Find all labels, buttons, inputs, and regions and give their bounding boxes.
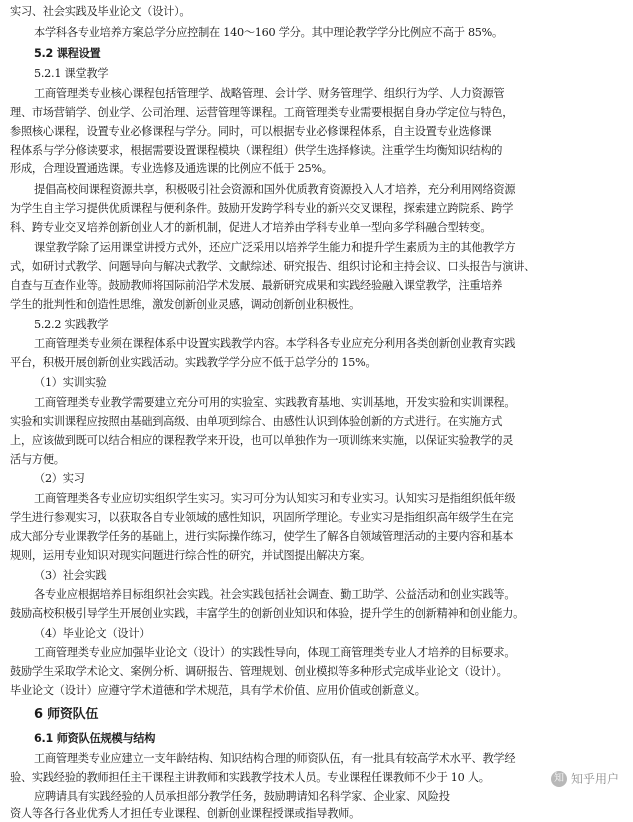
text-line: 自查与互查作业等。鼓励教师将国际前沿学术发展、最新研究成果和实践经验融入课堂教学，注重培养 [10,279,503,292]
item-heading: （2）实习 [34,472,85,485]
text-line: 活与方便。 [10,453,65,466]
text-line: 工商管理类专业教学需要建立充分可用的实验室、实践教育基地、实训基地，开发实验和实训课程。 [34,396,516,409]
text-line: 规则，运用专业知识对现实问题进行综合性的研究，并试图提出解决方案。 [10,549,371,562]
text-line: 参照核心课程，设置专业必修课程与学分。同时，可以根据专业必修课程体系，自主设置专业选修课 [10,125,492,138]
text-line: 式，如研讨式教学、问题导向与解决式教学、文献综述、研究报告、组织讨论和主持会议、口头报告与演讲、 [10,260,536,273]
watermark-text: 知乎用户 [570,772,619,786]
text-line: 工商管理类各专业应切实组织学生实习。实习可分为认知实习和专业实习。认知实习是指组织低年级 [34,492,516,505]
text-line: 验、实践经验的教师担任主干课程主讲教师和实践教学技术人员。专业课程任课教师不少于 10 人。 [10,771,490,784]
text-line: 工商管理类专业应建立一支年龄结构、知识结构合理的师资队伍，有一批具有较高学术水平、教学经 [34,752,516,765]
text-line: 毕业论文（设计）应遵守学术道德和学术规范，具有学术价值、应用价值或创新意义。 [10,684,426,697]
text-line: 各专业应根据培养目标组织社会实践。社会实践包括社会调查、勤工助学、公益活动和创业实践等。 [34,588,516,601]
text-line: 工商管理类专业应加强毕业论文（设计）的实践性导向，体现工商管理类专业人才培养的目标要求。 [34,646,516,659]
text-line: 科、跨专业交叉培养创新创业人才的新机制，促进人才培养由学科专业单一型向多学科融合型转变。 [10,221,492,234]
item-heading: （1）实训实验 [34,376,107,389]
text-line: 提倡高校间课程资源共享，积极吸引社会资源和国外优质教育资源投入人才培养，充分利用网络资源 [34,183,516,196]
section-heading: 5.2 课程设置 [34,47,101,60]
subsection-heading: 5.2.1 课堂教学 [34,67,109,80]
text-line: 上，应该做到既可以结合相应的课程教学来开设，也可以单独作为一项训练来实施，以保证实验教学的灵 [10,434,514,447]
text-line: 应聘请具有实践经验的人员承担部分教学任务，鼓励聘请知名科学家、企业家、风险投 [34,790,450,803]
zhihu-logo-icon: 知 [551,771,567,787]
text-line: 课堂教学除了运用课堂讲授方式外，还应广泛采用以培养学生能力和提升学生素质为主的其他教学方 [34,241,516,254]
text-line: 学生的批判性和创造性思维，激发创新创业灵感，调动创新创业积极性。 [10,298,361,311]
text-line: 本学科各专业培养方案总学分应控制在 140～160 学分。其中理论教学学分比例应不高于 85%。 [34,26,503,39]
text-line: 平台，积极开展创新创业实践活动。实践教学学分应不低于总学分的 15%。 [10,356,377,369]
text-line: 鼓励学生采取学术论文、案例分析、调研报告、管理规划、创业模拟等多种形式完成毕业论文（设计）。 [10,665,508,678]
text-line: 理、市场营销学、创业学、公司治理、运营管理等课程。工商管理类专业需要根据自身办学定位与特色， [10,106,514,119]
watermark [551,770,619,787]
text-line: 形成，合理设置通选课。专业选修及通选课的比例应不低于 25%。 [10,162,333,175]
item-heading: （3）社会实践 [34,569,107,582]
text-line: 鼓励高校积极引导学生开展创业实践，丰富学生的创新创业知识和体验，提升学生的创新精神和创业能力。 [10,607,525,620]
text-line: 资人等各行各业优秀人才担任专业课程、创新创业课程授课或指导教师。 [10,807,361,820]
text-line: 工商管理类专业须在课程体系中设置实践教学内容。本学科各专业应充分利用各类创新创业教育实践 [34,337,516,350]
text-line: 成大部分专业课教学任务的基础上，进行实际操作练习，使学生了解各自领域管理活动的主要内容和基本 [10,530,514,543]
item-heading: （4）毕业论文（设计） [34,627,151,640]
text-line: 学生进行参观实习，以获取各自专业领域的感性知识，巩固所学理论。专业实习是指组织高年级学生在完 [10,511,514,524]
text-line: 程体系与学分修读要求，根据需要设置课程模块（课程组）供学生选择修读。注重学生均衡知识结构的 [10,144,503,157]
chapter-heading: 6 师资队伍 [34,707,99,722]
text-line: 为学生自主学习提供优质课程与便利条件。鼓励开发跨学科专业的新兴交叉课程，探索建立跨院系、跨学 [10,202,514,215]
section-heading: 6.1 师资队伍规模与结构 [34,732,156,745]
text-line: 实验和实训课程应按照由基础到高级、由单项到综合、由感性认识到体验创新的方式进行。在实施方式 [10,415,503,428]
text-line: 工商管理类专业核心课程包括管理学、战略管理、会计学、财务管理学、组织行为学、人力资源管 [34,87,505,100]
text-line: 实习、社会实践及毕业论文（设计）。 [10,5,191,18]
subsection-heading: 5.2.2 实践教学 [34,318,109,331]
